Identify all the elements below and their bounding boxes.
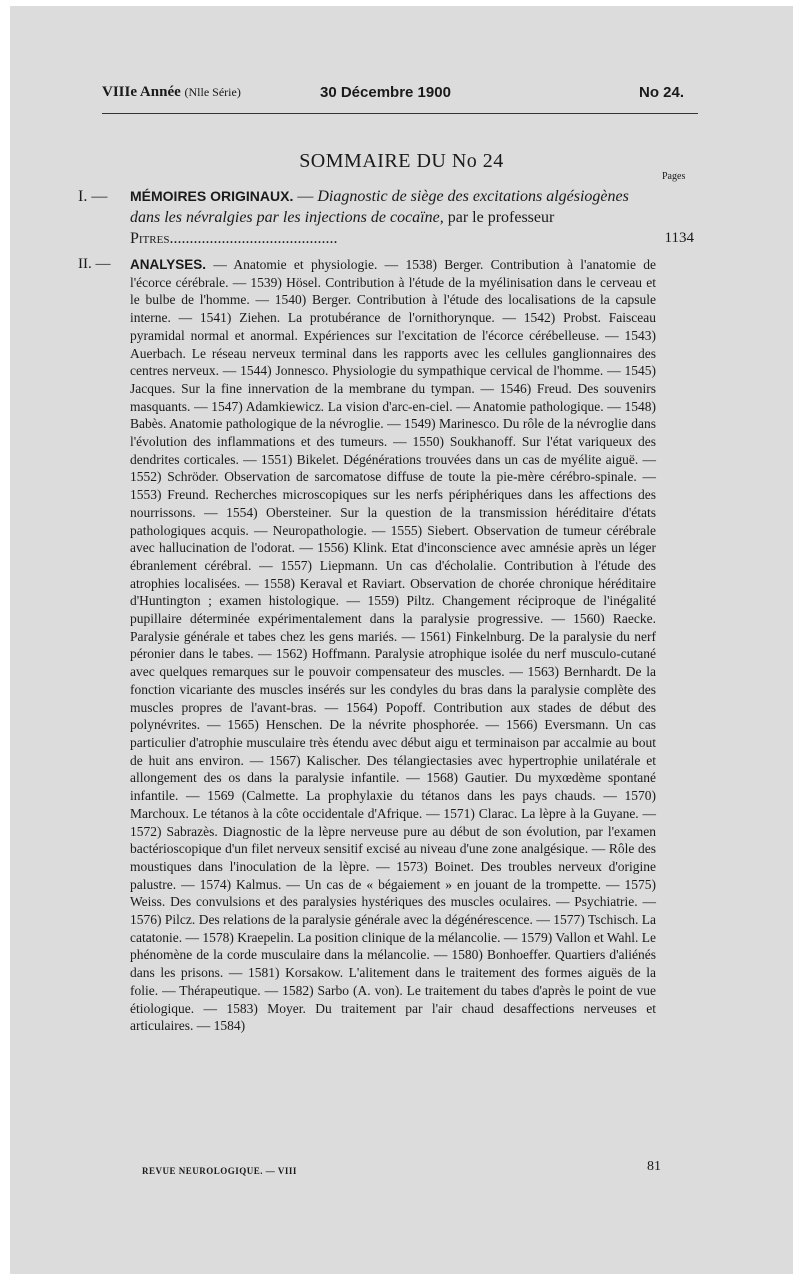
header-rule xyxy=(102,113,698,114)
memoir-by: par le professeur xyxy=(443,209,555,226)
section-heading: MÉMOIRES ORIGINAUX. xyxy=(130,188,294,204)
section-heading: ANALYSES. xyxy=(130,257,207,272)
section-body xyxy=(130,186,650,249)
header-series: (Nlle Série) xyxy=(184,85,241,99)
header-date: 30 Décembre 1900 xyxy=(320,84,451,101)
memoir-page-number: 1134 xyxy=(664,230,694,246)
header-year xyxy=(102,84,241,101)
leader-dots: .......................................... xyxy=(169,230,338,247)
section-body xyxy=(130,256,656,1035)
analyses-text: — Anatomie et physiologie. — 1538) Berger. Contribution à l'anatomie de l'écorce cérébrale. — 1539) Hösel. Contribution à l'étude de la myélinisation dans le cerveau et le bulbe de l'homme. — 1540) Berger. Contribution à l'étude des localisations de la capsule interne. — 1541) Ziehen. La protubérance de l'ornithorynque. — 1542) Probst. Faisceau pyramidal normal et anormal. Expériences sur l'excitation de l'écorce cérébelleuse. — 1543) Auerbach. Le réseau nerveux terminal dans les rapports avec les cellules ganglionnaires des centres nerveux. — 1544) Jonnesco. Physiologie du sympathique cervical de l'homme. — 1545) Jacques. Sur la fine innervation de la membrane du tympan. — 1546) Freud. Des souvenirs masquants. — 1547) Adamkiewicz. La vision d'arc-en-ciel. — Anatomie pathologique. — 1548) Babès. Anatomie pathologique de la névroglie. — 1549) Marinesco. Du rôle de la névroglie dans l'évolution des inflammations et des tumeurs. — 1550) Soukhanoff. Sur l'état variqueux des dendrites corticales. — 1551) Bikelet. Dégénérations trouvées dans un cas de myélite aiguë. — 1552) Schröder. Observation de sarcomatose diffuse de toute la pie-mère cérébro-spinale. — 1553) Freund. Recherches microscopiques sur les nerfs périphériques dans les affections des nourrissons. — 1554) Obersteiner. Sur la question de la transmission héréditaire d'états pathologiques acquis. — Neuropathologie. — 1555) Siebert. Observation de tumeur cérébrale avec hallucination de l'odorat. — 1556) Klink. Etat d'inconscience avec amnésie après un léger ébranlement cérébral. — 1557) Liepmann. Un cas d'écholalie. Contribution à l'étude des atrophies localisées. — 1558) Keraval et Raviart. Observation de chorée chronique héréditaire d'Huntington ; examen histologique. — 1559) Piltz. Changement réciproque de l'inégalité pupillaire déterminée expérimentalement dans la paralysie progressive. — 1560) Raecke. Paralysie générale et tabes chez les gens mariés. — 1561) Finkelnburg. De la paralysie du nerf péronier dans le tabes. — 1562) Hoffmann. Paralysie atrophique isolée du nerf musculo-cutané avec quelques remarques sur le pouvoir compensateur des muscles. — 1563) Bernhardt. De la fonction vicariante des muscles insérés sur les condyles du bras dans la paralysie complète des muscles propres de l'avant-bras. — 1564) Popoff. Contribution aux stades de début des polynévrites. — 1565) Henschen. De la névrite phosphorée. — 1566) Eversmann. Un cas particulier d'atrophie musculaire très étendu avec début aigu et terminaison par accalmie au bout de huit ans environ. — 1567) Kalischer. Des télangiectasies avec hypertrophie unilatérale et allongement des os dans la paralysie infantile. — 1568) Gautier. Du myxœdème spontané infantile. — 1569 (Calmette. La prophylaxie du tétanos dans les pays chauds. — 1570) Marchoux. Le tétanos à la côte occidentale d'Afrique. — 1571) Clarac. La lèpre à la Guyane. — 1572) Sabrazès. Diagnostic de la lèpre nerveuse pure au début de son évolution, par l'examen bactérioscopique d'un filet nerveux sensitif excisé au niveau d'une zone analgésique. — Rôle des moustiques dans l'inoculation de la lèpre. — 1573) Boinet. Des troubles nerveux d'origine palustre. — 1574) Kalmus. — Un cas de « bégaiement » en jouant de la trompette. — 1575) Weiss. Des convulsions et des paralysies hystériques des muscles oculaires. — Psychiatrie. — 1576) Pilcz. Des relations de la paralysie générale avec la dégénérescence. — 1577) Tschisch. La catatonie. — 1578) Kraepelin. La position clinique de la mélancolie. — 1579) Vallon et Wahl. Le phénomène de la corde musculaire dans la mélancolie. — 1580) Bonhoeffer. Quartiers d'aliénés dans les prisons. — 1581) Korsakow. L'alitement dans le traitement des formes aiguës de la folie. — Thérapeutique. — 1582) Sarbo (A. von). Le traitement du tabes d'après le point de vue étiologique. — 1583) Moyer. Du traitement par l'air chaud desaffections nerveuses et articulaires. — 1584) xyxy=(130,257,656,1034)
section-number: II. — xyxy=(78,256,111,272)
page-title: SOMMAIRE DU No 24 xyxy=(299,150,504,172)
header-year-text: VIIIe Année xyxy=(102,84,181,100)
section-number: I. — xyxy=(78,188,108,205)
header-issue: No 24. xyxy=(638,84,684,101)
document-page xyxy=(10,6,793,1274)
section-original-memoirs xyxy=(78,186,698,249)
section-analyses xyxy=(78,256,698,1035)
pages-column-label: Pages xyxy=(662,171,686,182)
running-header xyxy=(102,84,692,108)
memoir-author: Pitres xyxy=(130,230,170,247)
footer-page-number: 81 xyxy=(647,1159,661,1174)
memoir-title: Diagnostic de siège des excitations algésiogènes dans les névralgies par les injections de cocaïne, xyxy=(130,188,629,226)
footer-journal: REVUE NEUROLOGIQUE. — VIII xyxy=(142,1166,297,1176)
section-dash: — xyxy=(293,188,318,205)
